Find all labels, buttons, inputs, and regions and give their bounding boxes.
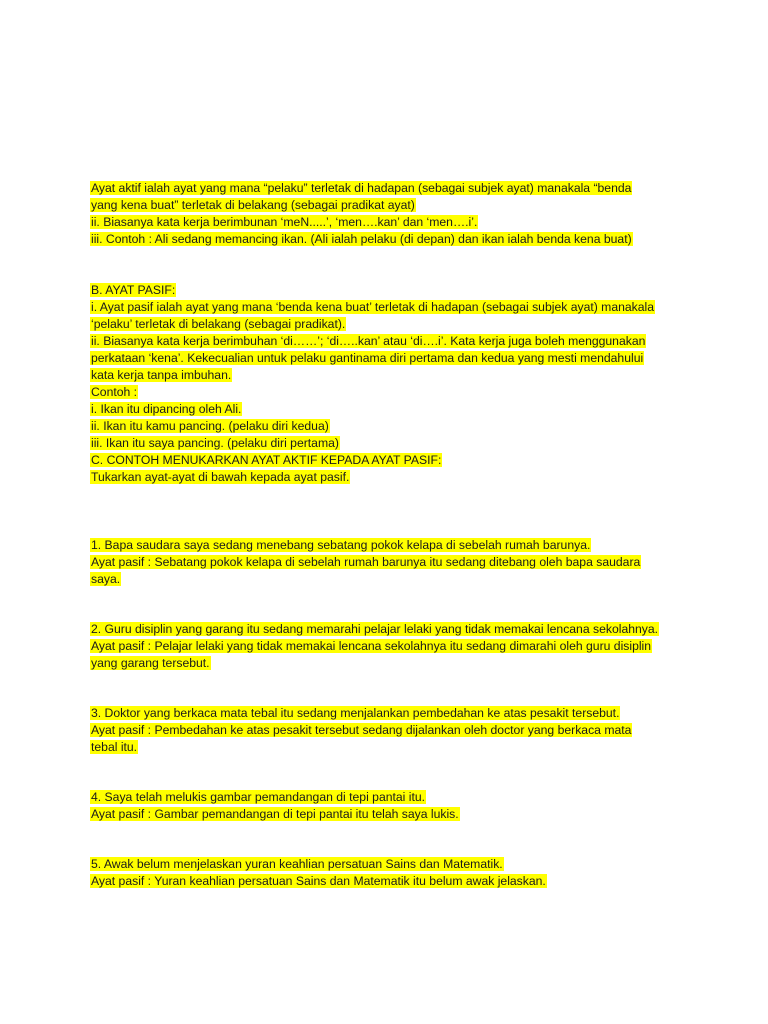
highlighted-text: Ayat pasif : Yuran keahlian persatuan Sains dan Matematik itu belum awak jelaskan. bbox=[91, 874, 546, 888]
paragraph-line bbox=[90, 197, 690, 214]
example-line bbox=[90, 806, 690, 823]
highlighted-text: 1. Bapa saudara saya sedang menebang sebatang pokok kelapa di sebelah rumah barunya. bbox=[91, 538, 591, 552]
example-line bbox=[90, 873, 690, 890]
highlighted-text: Ayat pasif : Gambar pemandangan di tepi pantai itu telah saya lukis. bbox=[91, 807, 459, 821]
example-line bbox=[90, 621, 690, 638]
instruction-line bbox=[90, 469, 690, 486]
example-line bbox=[90, 537, 690, 554]
example-4 bbox=[90, 789, 690, 823]
spacer bbox=[90, 588, 690, 621]
section-heading bbox=[90, 282, 690, 299]
paragraph-line bbox=[90, 231, 690, 248]
highlighted-text: ‘pelaku’ terletak di belakang (sebagai pradikat). bbox=[91, 317, 346, 331]
highlighted-text: Tukarkan ayat-ayat di bawah kepada ayat pasif. bbox=[91, 470, 350, 484]
highlighted-text: iii. Contoh : Ali sedang memancing ikan. (Ali ialah pelaku (di depan) dan ikan ialah benda kena buat) bbox=[91, 232, 632, 246]
section-heading bbox=[90, 452, 690, 469]
example-line bbox=[90, 705, 690, 722]
highlighted-text: kata kerja tanpa imbuhan. bbox=[91, 368, 232, 382]
highlighted-text: i. Ayat pasif ialah ayat yang mana ‘benda kena buat’ terletak di hadapan (sebagai subjek ayat) manakala bbox=[91, 300, 655, 314]
paragraph-line bbox=[90, 299, 690, 316]
highlighted-text: B. AYAT PASIF: bbox=[91, 283, 176, 297]
section-b bbox=[90, 282, 690, 452]
spacer bbox=[90, 248, 690, 282]
highlighted-text: Ayat pasif : Pelajar lelaki yang tidak memakai lencana sekolahnya itu sedang dimarahi oleh guru disiplin bbox=[91, 639, 652, 653]
example-2 bbox=[90, 621, 690, 672]
highlighted-text: ii. Biasanya kata kerja berimbunan ‘meN.....’, ‘men….kan’ dan ‘men….i’. bbox=[91, 215, 478, 229]
example-line bbox=[90, 554, 690, 571]
highlighted-text: 4. Saya telah melukis gambar pemandangan di tepi pantai itu. bbox=[91, 790, 426, 804]
example-1 bbox=[90, 537, 690, 588]
example-line bbox=[90, 789, 690, 806]
example-line bbox=[90, 655, 690, 672]
highlighted-text: perkataan ‘kena’. Kekecualian untuk pelaku gantinama diri pertama dan kedua yang mesti mendahului bbox=[91, 351, 644, 365]
document-page bbox=[90, 180, 690, 890]
section-a bbox=[90, 180, 690, 248]
spacer bbox=[90, 672, 690, 705]
paragraph-line bbox=[90, 350, 690, 367]
highlighted-text: tebal itu. bbox=[91, 740, 138, 754]
highlighted-text: Ayat aktif ialah ayat yang mana “pelaku” terletak di hadapan (sebagai subjek ayat) manakala “benda bbox=[91, 181, 632, 195]
highlighted-text: saya. bbox=[91, 572, 121, 586]
highlighted-text: 3. Doktor yang berkaca mata tebal itu sedang menjalankan pembedahan ke atas pesakit tersebut. bbox=[91, 706, 620, 720]
paragraph-line bbox=[90, 316, 690, 333]
spacer bbox=[90, 756, 690, 789]
example-5 bbox=[90, 856, 690, 890]
example-line bbox=[90, 856, 690, 873]
paragraph-line bbox=[90, 367, 690, 384]
highlighted-text: 5. Awak belum menjelaskan yuran keahlian persatuan Sains dan Matematik. bbox=[91, 857, 503, 871]
highlighted-text: C. CONTOH MENUKARKAN AYAT AKTIF KEPADA AYAT PASIF: bbox=[91, 453, 442, 467]
example-line bbox=[90, 722, 690, 739]
paragraph-line bbox=[90, 418, 690, 435]
highlighted-text: yang kena buat” terletak di belakang (sebagai pradikat ayat) bbox=[91, 198, 415, 212]
highlighted-text: i. Ikan itu dipancing oleh Ali. bbox=[91, 402, 242, 416]
example-line bbox=[90, 739, 690, 756]
paragraph-line bbox=[90, 180, 690, 197]
highlighted-text: 2. Guru disiplin yang garang itu sedang memarahi pelajar lelaki yang tidak memakai lencana sekolahnya. bbox=[91, 622, 659, 636]
paragraph-line bbox=[90, 384, 690, 401]
section-c bbox=[90, 452, 690, 486]
highlighted-text: Contoh : bbox=[91, 385, 138, 399]
example-line bbox=[90, 571, 690, 588]
paragraph-line bbox=[90, 214, 690, 231]
highlighted-text: Ayat pasif : Sebatang pokok kelapa di sebelah rumah barunya itu sedang ditebang oleh bapa saudara bbox=[91, 555, 641, 569]
example-line bbox=[90, 638, 690, 655]
spacer bbox=[90, 486, 690, 537]
highlighted-text: iii. Ikan itu saya pancing. (pelaku diri pertama) bbox=[91, 436, 339, 450]
example-3 bbox=[90, 705, 690, 756]
highlighted-text: yang garang tersebut. bbox=[91, 656, 210, 670]
paragraph-line bbox=[90, 435, 690, 452]
highlighted-text: ii. Ikan itu kamu pancing. (pelaku diri kedua) bbox=[91, 419, 329, 433]
highlighted-text: ii. Biasanya kata kerja berimbuhan ‘di……’; ‘di…..kan’ atau ‘di….i’. Kata kerja juga boleh menggunakan bbox=[91, 334, 646, 348]
paragraph-line bbox=[90, 401, 690, 418]
paragraph-line bbox=[90, 333, 690, 350]
highlighted-text: Ayat pasif : Pembedahan ke atas pesakit tersebut sedang dijalankan oleh doctor yang berkaca mata bbox=[91, 723, 632, 737]
spacer bbox=[90, 823, 690, 856]
